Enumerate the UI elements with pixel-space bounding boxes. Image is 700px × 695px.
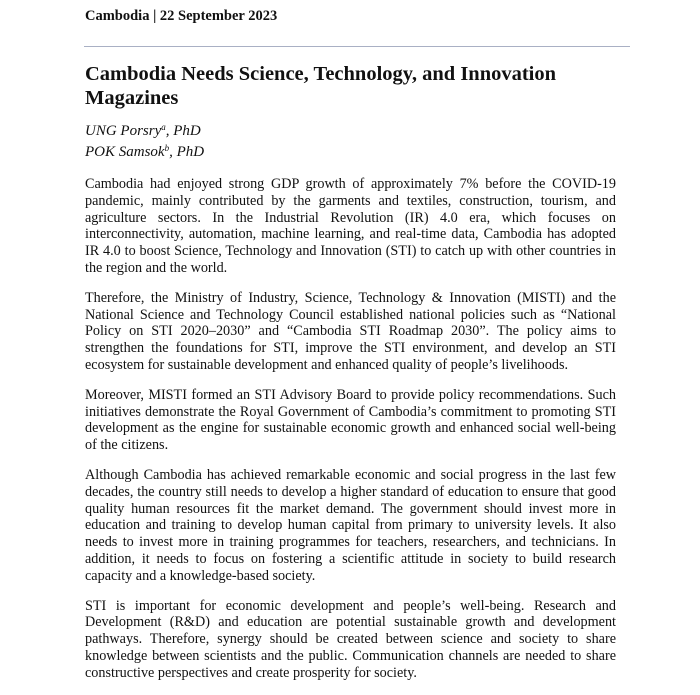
author-degree: , PhD bbox=[165, 123, 201, 139]
author-name: POK Samsok bbox=[85, 144, 165, 160]
document-header: Cambodia | 22 September 2023 bbox=[85, 8, 278, 24]
paragraph-5: STI is important for economic development and people’s well-being. Research and Development (R&D) and education are potential sustainable growth and development pathways. Therefore, synergy should be created between science and society to share knowledge between scientists and the public. Communication channels are needed to share constructive perspectives and create prosperity for society. bbox=[85, 597, 616, 681]
author-2 bbox=[85, 142, 204, 163]
paragraph-4: Although Cambodia has achieved remarkable economic and social progress in the last few decades, the country still needs to develop a higher standard of education to ensure that good quality human resources fit the market demand. The government should invest more in education and training to develop human capital from primary to university levels. It also needs to invest more in training programmes for teachers, researchers, and technicians. In addition, it needs to focus on fostering a scientific attitude in society to build research capacity and a knowledge-based society. bbox=[85, 466, 616, 584]
author-1 bbox=[85, 121, 204, 142]
paragraph-1: Cambodia had enjoyed strong GDP growth of approximately 7% before the COVID-19 pandemic, mainly contributed by the garments and textiles, construction, tourism, and agriculture sectors. In the Industrial Revolution (IR) 4.0 era, which focuses on interconnectivity, automation, machine learning, and real-time data, Cambodia has adopted IR 4.0 to boost Science, Technology and Innovation (STI) to catch up with other countries in the region and the world. bbox=[85, 176, 616, 276]
author-name: UNG Porsry bbox=[85, 123, 162, 139]
article-title: Cambodia Needs Science, Technology, and Innovation Magazines bbox=[85, 63, 557, 109]
header-divider bbox=[84, 46, 630, 47]
affiliation-mark: a bbox=[161, 122, 166, 132]
article-body bbox=[85, 176, 616, 695]
paragraph-3: Moreover, MISTI formed an STI Advisory Board to provide policy recommendations. Such initiatives demonstrate the Royal Government of Cambodia’s commitment to promoting STI development as the engine for sustainable economic growth and enhanced social well-being of the citizens. bbox=[85, 386, 616, 454]
paragraph-2: Therefore, the Ministry of Industry, Science, Technology & Innovation (MISTI) and the National Science and Technology Council established national policies such as “National Policy on STI 2020–2030” and “Cambodia STI Roadmap 2030”. The policy aims to strengthen the foundations for STI, improve the STI environment, and develop an STI ecosystem for sustainable development and enhanced quality of people’s livelihoods. bbox=[85, 289, 616, 373]
affiliation-mark: b bbox=[164, 143, 170, 153]
author-list bbox=[85, 121, 204, 163]
author-degree: , PhD bbox=[169, 144, 205, 160]
